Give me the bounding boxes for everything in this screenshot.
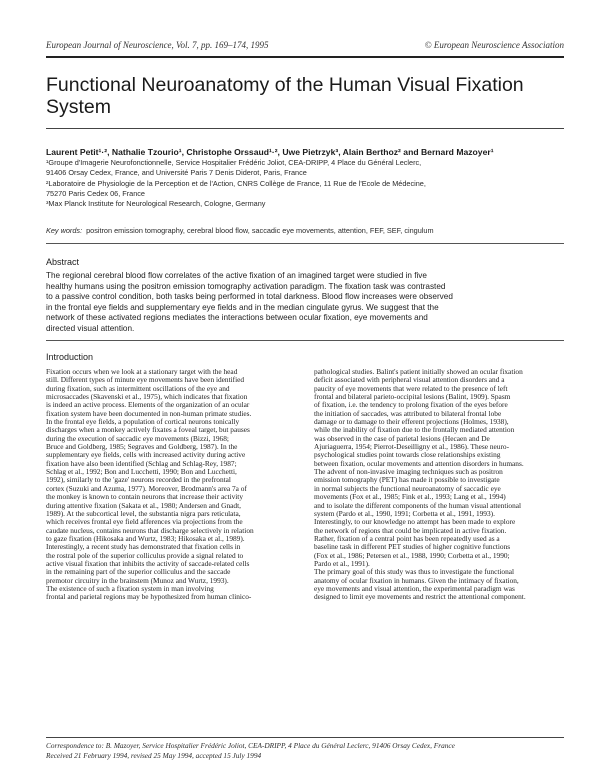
affiliation-line: 75270 Paris Cedex 06, France <box>46 188 145 198</box>
abstract-line: healthy humans using the positron emission tomography activation paradigm. The fixation task was contrasted <box>46 281 446 291</box>
keywords-text: positron emission tomography, cerebral blood flow, saccadic eye movements, attention, FEF, SEF, cingulum <box>86 226 434 235</box>
body-text-line: 1992), similarly to the 'gaze' neurons recorded in the prefrontal <box>46 476 231 485</box>
author-list: Laurent Petit¹·², Nathalie Tzourio¹, Christophe Orssaud¹·², Uwe Pietrzyk³, Alain Berthoz² and Bernard Mazoyer¹ <box>46 147 494 157</box>
body-text-line: the initiation of saccades, was attributed to bilateral frontal lobe <box>314 409 502 418</box>
affiliation-line: 91406 Orsay Cedex, France, and Université Paris 7 Denis Diderot, Paris, France <box>46 168 307 178</box>
title-rule <box>46 128 564 129</box>
body-text-line: Fixation occurs when we look at a stationary target with the head <box>46 368 238 376</box>
keywords-label: Key words: <box>46 226 83 235</box>
body-text-line: premotor circuitry in the brainstem (Munoz and Wurtz, 1993). <box>46 576 229 585</box>
body-text-line: in normal subjects the functional neuroanatomy of saccadic eye <box>314 484 501 493</box>
body-text-line: system (Pardo et al., 1990, 1991; Corbetta et al., 1991, 1993). <box>314 509 495 518</box>
body-text-line: and to isolate the different components of the human visual attentional <box>314 501 522 510</box>
header-rule <box>46 56 564 58</box>
journal-citation: European Journal of Neuroscience, Vol. 7, pp. 169–174, 1995 <box>46 40 269 50</box>
body-text-line: Pardo et al., 1991). <box>314 559 370 568</box>
body-text-line: The advent of non-invasive imaging techniques such as positron <box>314 468 503 477</box>
abstract-heading: Abstract <box>46 257 80 267</box>
correspondence-line: Correspondence to: B. Mazoyer, Service Hospitalier Frédéric Joliot, CEA-DRIPP, 4 Place du Général Leclerc, 91406 Orsay Cedex, France <box>46 741 455 750</box>
received-line: Received 21 February 1994, revised 25 May 1994, accepted 15 July 1994 <box>46 750 262 760</box>
body-text-line: baseline task in different PET studies of higher cognitive functions <box>314 543 511 552</box>
body-text-line: cortex (Suzuki and Azuma, 1977). Moreover, Brodmann's area 7a of <box>46 484 247 493</box>
body-text-line: anatomy of ocular fixation in humans. Given the intimacy of fixation, <box>314 576 519 585</box>
body-text-line: (Fox et al., 1986; Petersen et al., 1988, 1990; Corbetta et al., 1990; <box>314 551 510 560</box>
body-text-line: psychological studies point towards close relationships existing <box>314 451 501 460</box>
affiliation-line: ³Max Planck Institute for Neurological Research, Cologne, Germany <box>46 199 266 209</box>
abstract-line: The regional cerebral blood flow correlates of the active fixation of an imagined target were studied in five <box>46 271 427 280</box>
body-text-line: the network of regions that could be implicated in active fixation. <box>314 526 507 535</box>
body-text-line: which receives frontal eye field afferences via projections from the <box>46 518 243 527</box>
body-text-line: the rostral pole of the superior colliculus provide a signal related to <box>46 551 244 560</box>
body-text-line: between fixation, ocular movements and attention disorders in humans. <box>314 459 524 468</box>
body-text-line: during fixation, such as intermittent oscillations of the eye and <box>46 384 230 393</box>
body-text-line: damage or to damage to their efferent projections (Holmes, 1938), <box>314 418 509 427</box>
body-text-line: is indeed an active process. Elements of the organization of an ocular <box>46 401 250 410</box>
body-text-line: frontal and parietal regions may be hypothesized from human clinico- <box>46 593 252 602</box>
affiliation-line: ¹Groupe d'Imagerie Neurofonctionnelle, Service Hospitalier Frédéric Joliot, CEA-DRIPP, 4 Place du Général Leclerc, <box>46 158 422 167</box>
body-text-line: in the remaining part of the superior colliculus and the saccade <box>46 568 231 577</box>
body-text-line: Schlag et al., 1992; Bon and Lucchetti, 1990; Bon and Lucchetti, <box>46 468 237 477</box>
body-text-line: 1989). At the subcortical level, the substantia nigra pars reticulata, <box>46 509 241 518</box>
body-text-line: discharges when a monkey actively fixates a foveal target, but pauses <box>46 426 250 435</box>
body-text-line: In the frontal eye fields, a population of cortical neurons tonically <box>46 418 240 427</box>
body-text-line: deficit associated with peripheral visual attention disorders and a <box>314 376 505 385</box>
body-text-line: while the inability of fixation due to the frontally mediated attention <box>314 426 515 435</box>
body-text-line: to gaze fixation (Hikosaka and Wurtz, 1983; Hikosaka et al., 1989). <box>46 534 245 543</box>
body-text-line: movements (Fox et al., 1985; Fink et al., 1993; Lang et al., 1994) <box>314 493 506 502</box>
body-text-line: active visual fixation that inhibits the activity of saccade-related cells <box>46 559 250 568</box>
body-text-line: fixation system have been documented in non-human primate studies. <box>46 409 252 418</box>
affiliation-line: ²Laboratoire de Physiologie de la Perception et de l'Action, CNRS Collège de France, 11 Rue de l'Ecole de Médecine, <box>46 178 426 188</box>
body-text-line: The existence of such a fixation system in man involving <box>46 584 214 593</box>
body-text-line: still. Different types of minute eye movements have been identified <box>46 376 245 385</box>
body-text-line: was observed in the case of parietal lesions (Hecaen and De <box>314 434 490 443</box>
body-text-line: caudate nucleus, contains neurons that discharge selectively in relation <box>46 526 254 535</box>
body-text-line: designed to limit eye movements and restrict the attentional component. <box>314 593 526 602</box>
body-text-line: Ajuriaguerra, 1954; Pierrot-Deseilligny et al., 1986). These neuro- <box>314 443 510 452</box>
body-text-line: the monkey is known to contain neurons that increase their activity <box>46 493 244 502</box>
introduction-left-column <box>46 368 296 602</box>
body-text-line: of fixation, i.e. the tendency to prolong fixation of the eyes before <box>314 401 508 410</box>
journal-copyright: © European Neuroscience Association <box>424 40 564 50</box>
keywords <box>46 226 566 235</box>
introduction-right-column <box>314 368 564 602</box>
abstract-body <box>46 271 564 334</box>
correspondence-footer <box>46 741 564 760</box>
body-text-line: paucity of eye movements that were related to the presence of left <box>314 384 508 393</box>
abstract-rule <box>46 340 564 341</box>
affiliations <box>46 158 566 209</box>
title-line: System <box>46 96 112 118</box>
abstract-line: network of these activated regions mediates the interactions between ocular fixation, eye movements and <box>46 313 428 322</box>
body-text-line: Interestingly, a recent study has demonstrated that fixation cells in <box>46 543 241 552</box>
body-text-line: emission tomography (PET) has made it possible to investigate <box>314 476 500 485</box>
abstract-line: in the frontal eye fields and supplementary eye fields and in the median cingulate gyrus. We suggest that the <box>46 302 439 312</box>
body-text-line: frontal and bilateral parieto-occipital lesions (Balint, 1909). Spasm <box>314 393 511 402</box>
paper-title <box>46 74 566 118</box>
journal-header <box>46 40 564 52</box>
body-text-line: fixation have also been identified (Schlag and Schlag-Rey, 1987; <box>46 459 237 468</box>
body-text-line: The primary goal of this study was thus to investigate the functional <box>314 568 515 577</box>
abstract-line: directed visual attention. <box>46 323 135 333</box>
keywords-rule <box>46 243 564 244</box>
body-text-line: microsaccades (Skavenski et al., 1975), which indicates that fixation <box>46 393 248 402</box>
footer-rule <box>46 737 564 738</box>
body-text-line: Interestingly, to our knowledge no attempt has been made to explore <box>314 518 516 527</box>
body-text-line: Rather, fixation of a central point has been repeatedly used as a <box>314 534 500 543</box>
body-text-line: eye movements and visual attention, the experimental paradigm was <box>314 584 515 593</box>
body-text-line: during the execution of saccadic eye movements (Bizzi, 1968; <box>46 434 229 443</box>
body-text-line: pathological studies. Balint's patient initially showed an ocular fixation <box>314 368 523 376</box>
introduction-heading: Introduction <box>46 352 94 362</box>
abstract-line: to a passive control condition, both tasks being performed in total darkness. Blood flow increases were observed <box>46 292 453 301</box>
title-line: Functional Neuroanatomy of the Human Visual Fixation <box>46 74 524 96</box>
body-text-line: during attentive fixation (Sakata et al., 1980; Andersen and Gnadt, <box>46 501 241 510</box>
body-text-line: supplementary eye fields, cells with increased activity during active <box>46 451 246 460</box>
body-text-line: Bruce and Goldberg, 1985; Segraves and Goldberg, 1987). In the <box>46 443 238 452</box>
